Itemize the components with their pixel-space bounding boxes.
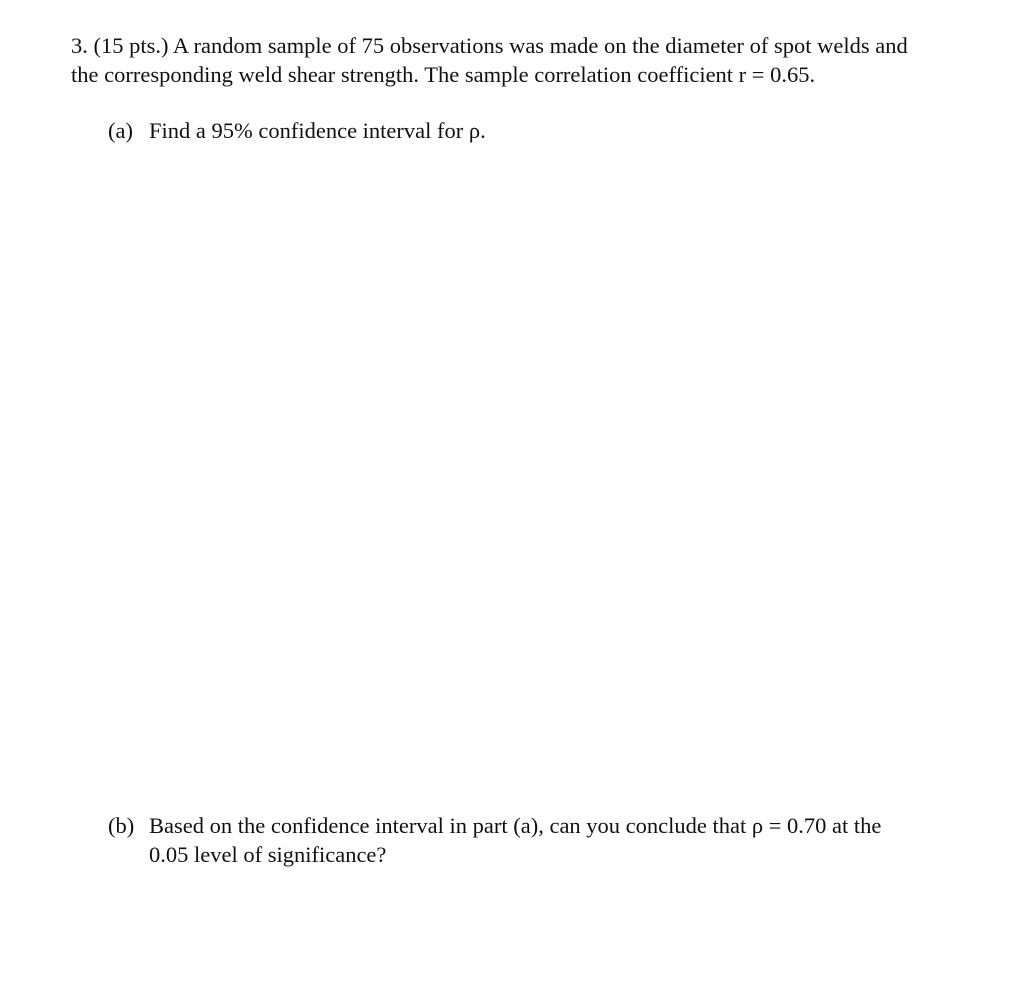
part-b-question-line-1: Based on the confidence interval in part (a), can you conclude that ρ = 0.70 at the	[149, 813, 882, 838]
part-a-question: Find a 95% confidence interval for ρ.	[149, 118, 486, 143]
part-a-label: (a)	[108, 118, 133, 143]
part-a-answer-space	[108, 150, 988, 800]
part-b-answer-space	[108, 880, 988, 990]
problem-line-2: the corresponding weld shear strength. The sample correlation coefficient r = 0.65.	[71, 62, 816, 87]
part-b-label: (b)	[108, 813, 135, 838]
part-a	[108, 116, 486, 145]
problem-statement	[71, 31, 1011, 89]
problem-line-1: 3. (15 pts.) A random sample of 75 observations was made on the diameter of spot welds and	[71, 33, 908, 58]
part-b-question-line-2: 0.05 level of significance?	[149, 842, 387, 867]
part-b	[108, 811, 881, 869]
